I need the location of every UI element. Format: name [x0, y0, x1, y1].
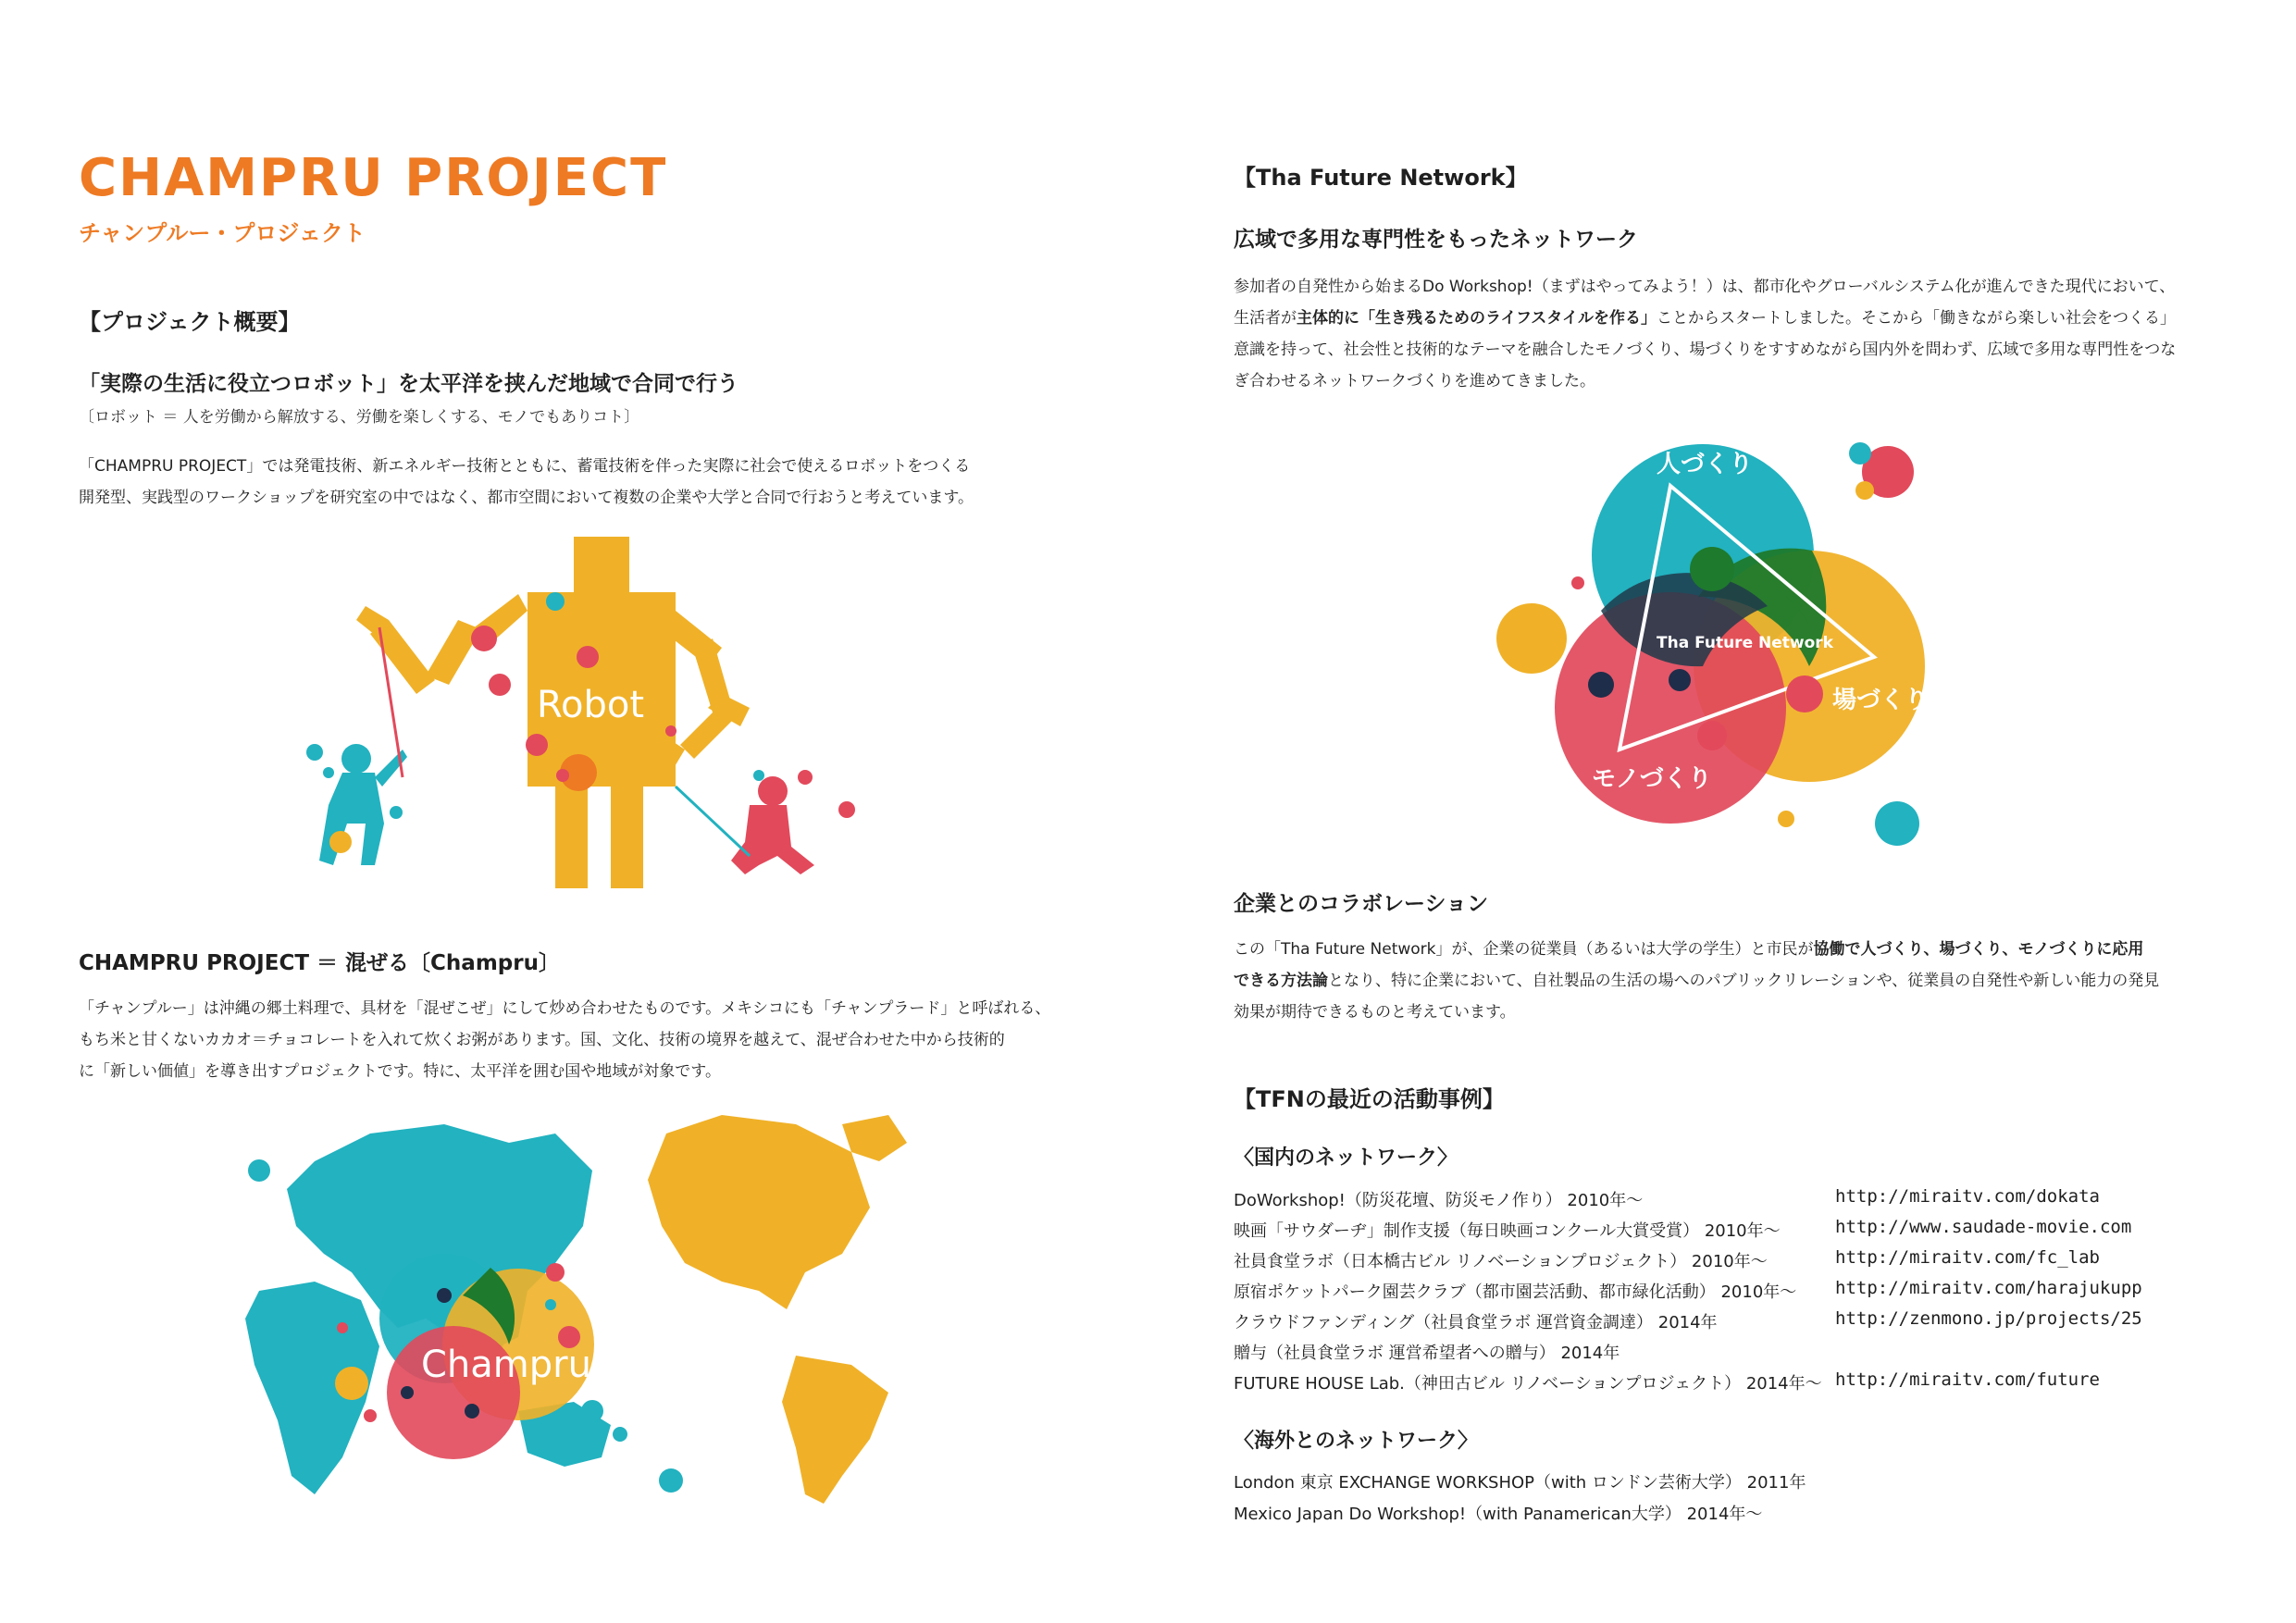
venn-label-place: 場づくり: [1832, 687, 1930, 714]
map-label: Champru: [421, 1344, 591, 1386]
overview-text-line-2: 開発型、実践型のワークショップを研究室の中ではなく、都市空間において複数の企業や大学と合同で行おうと考えています。: [79, 489, 974, 507]
list-item: 社員食堂ラボ（日本橋古ビル リノベーションプロジェクト） 2010年〜: [1234, 1252, 1768, 1271]
world-map-illustration: [204, 1106, 972, 1531]
activity-link[interactable]: http://miraitv.com/dokata: [1835, 1186, 2100, 1207]
tfn-text-line-1: 参加者の自発性から始まるDo Workshop!（まずはやってみよう！）は、都市化やグローバルシステム化が進んできた現代において、: [1234, 278, 2176, 296]
domestic-network-heading: 〈国内のネットワーク〉: [1234, 1146, 1458, 1170]
tfn-text-line-3: 意識を持って、社会性と技術的なテーマを融合したモノづくり、場づくりをすすめながら国内外を問わず、広域で多用な専門性をつな: [1234, 341, 2177, 359]
list-item: FUTURE HOUSE Lab.（神田古ビル リノベーションプロジェクト） 2014年〜: [1234, 1374, 1822, 1394]
mix-heading: CHAMPRU PROJECT ＝ 混ぜる〔Champru〕: [79, 951, 560, 975]
tfn-text-line-2: 生活者が主体的に「生き残るためのライフスタイルを作る」ことからスタートしました。そこから「働きながら楽しい社会をつくる」: [1234, 309, 2176, 328]
list-item: DoWorkshop!（防災花壇、防災モノ作り） 2010年〜: [1234, 1191, 1644, 1210]
activities-heading: 【TFNの最近の活動事例】: [1234, 1086, 1505, 1112]
activity-link[interactable]: http://miraitv.com/fc_lab: [1835, 1247, 2100, 1268]
mix-text-line-3: に「新しい価値」を導き出すプロジェクトです。特に、太平洋を囲む国や地域が対象です。: [79, 1062, 721, 1081]
robot-label: Robot: [537, 684, 645, 726]
list-item: 贈与（社員食堂ラボ 運営希望者への贈与） 2014年: [1234, 1344, 1620, 1363]
venn-label-things: モノづくり: [1592, 765, 1712, 793]
activity-link[interactable]: http://miraitv.com/future: [1835, 1369, 2100, 1390]
venn-label-center: Tha Future Network: [1657, 634, 1833, 652]
mix-text-line-1: 「チャンプルー」は沖縄の郷土料理で、具材を「混ぜこぜ」にして炒め合わせたものです。メキシコにも「チャンプラード」と呼ばれる、: [79, 999, 1051, 1018]
tfn-venn-diagram: [1490, 430, 1971, 865]
robot-illustration: [287, 527, 879, 916]
collab-heading: 企業とのコラボレーション: [1234, 892, 1489, 916]
overview-text-line-1: 「CHAMPRU PROJECT」では発電技術、新エネルギー技術とともに、蓄電技術を伴った実際に社会で使えるロボットをつくる: [79, 457, 971, 476]
tfn-subheading: 広域で多用な専門性をもったネットワーク: [1234, 228, 1638, 252]
overview-subheading: 「実際の生活に役立つロボット」を太平洋を挟んだ地域で合同で行う: [79, 372, 738, 396]
overview-heading: 【プロジェクト概要】: [79, 309, 301, 335]
page-subtitle: チャンプルー・プロジェクト: [79, 220, 366, 246]
list-item: 原宿ポケットパーク園芸クラブ（都市園芸活動、都市緑化活動） 2010年〜: [1234, 1282, 1797, 1302]
venn-label-people: 人づくり: [1657, 451, 1754, 478]
activity-link[interactable]: http://zenmono.jp/projects/25: [1835, 1308, 2142, 1329]
mix-text-line-2: もち米と甘くないカカオ＝チョコレートを入れて炊くお粥があります。国、文化、技術の境界を越えて、混ぜ合わせた中から技術的: [79, 1031, 1005, 1049]
collab-text-line-1: この「Tha Future Network」が、企業の従業員（あるいは大学の学生）と市民が協働で人づくり、場づくり、モノづくりに応用: [1234, 940, 2144, 959]
overview-note: 〔ロボット ＝ 人を労働から解放する、労働を楽しくする、モノでもありコト〕: [79, 408, 640, 427]
collab-text-line-2: できる方法論となり、特に企業において、自社製品の生活の場へのパブリックリレーションや、従業員の自発性や新しい能力の発見: [1234, 972, 2160, 990]
overseas-network-heading: 〈海外とのネットワーク〉: [1234, 1430, 1479, 1453]
list-item: クラウドファンディング（社員食堂ラボ 運営資金調達） 2014年: [1234, 1313, 1718, 1332]
tfn-text-line-4: ぎ合わせるネットワークづくりを進めてきました。: [1234, 372, 1595, 390]
page-title: CHAMPRU PROJECT: [79, 148, 668, 208]
collab-text-line-3: 効果が期待できるものと考えています。: [1234, 1003, 1516, 1022]
tfn-heading: 【Tha Future Network】: [1234, 165, 1528, 191]
list-item: 映画「サウダーヂ」制作支援（毎日映画コンクール大賞受賞） 2010年〜: [1234, 1221, 1781, 1241]
activity-link[interactable]: http://miraitv.com/harajukupp: [1835, 1278, 2142, 1298]
list-item: London 東京 EXCHANGE WORKSHOP（with ロンドン芸術大学） 2011年: [1234, 1473, 1806, 1493]
activity-link[interactable]: http://www.saudade-movie.com: [1835, 1217, 2132, 1237]
list-item: Mexico Japan Do Workshop!（with Panamerican大学） 2014年〜: [1234, 1505, 1763, 1524]
